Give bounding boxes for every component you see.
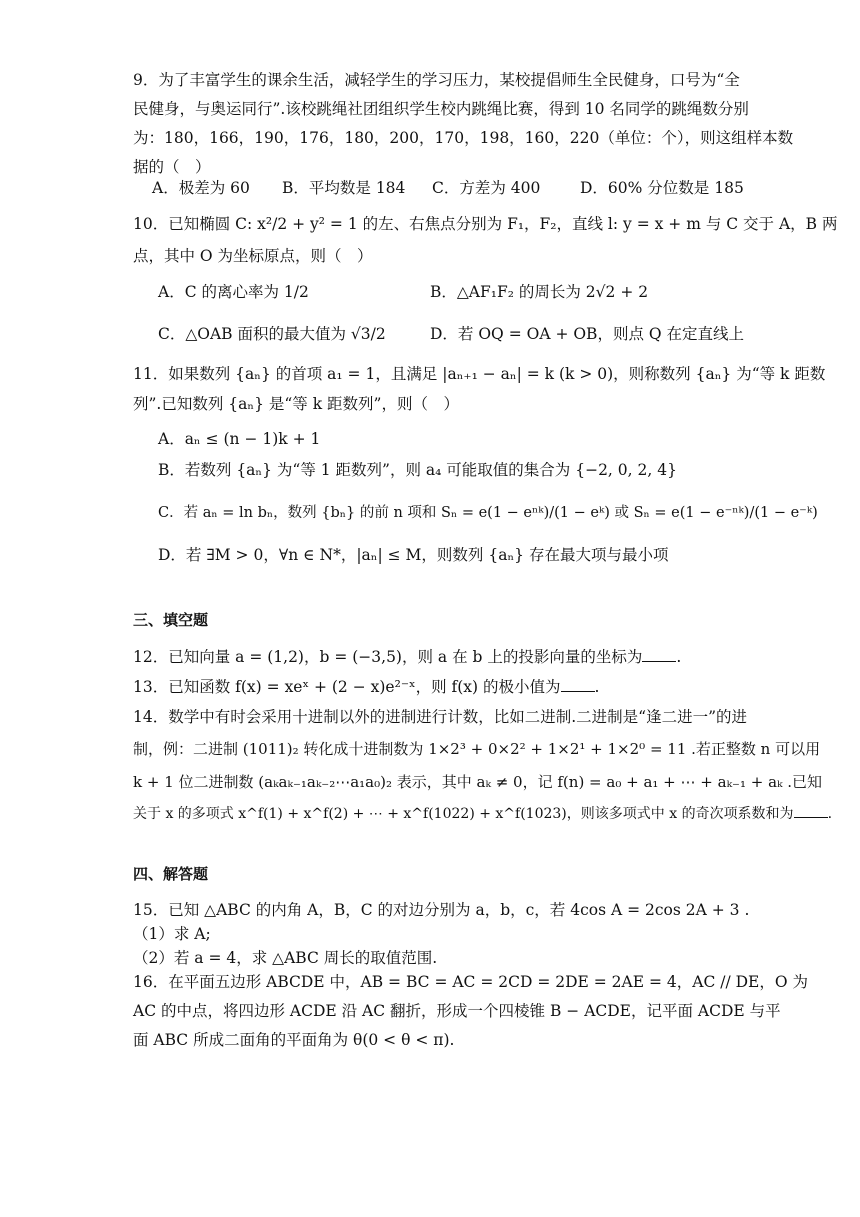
q10-option-a: A．C 的离心率为 1/2 xyxy=(158,283,309,301)
answer-blank xyxy=(561,677,595,692)
q16-line-1: 16．在平面五边形 ABCDE 中，AB = BC = AC = 2CD = 2DE = 2AE = 4，AC // DE，O 为 xyxy=(133,973,808,991)
section-3-title: 三、填空题 xyxy=(133,611,209,629)
q10-line-1: 10．已知椭圆 C: x²/2 + y² = 1 的左、右焦点分别为 F₁，F₂，直线 l: y = x + m 与 C 交于 A，B 两 xyxy=(133,215,838,233)
q11-line-1: 11．如果数列 {aₙ} 的首项 a₁ = 1，且满足 |aₙ₊₁ − aₙ| = k (k > 0)，则称数列 {aₙ} 为“等 k 距数 xyxy=(133,365,826,383)
q11-option-c: C．若 aₙ = ln bₙ，数列 {bₙ} 的前 n 项和 Sₙ = e(1 − eⁿᵏ)/(1 − eᵏ) 或 Sₙ = e(1 − e⁻ⁿᵏ)/(1 − e⁻ᵏ) xyxy=(158,505,818,521)
q14-line-1: 14．数学中有时会采用十进制以外的进制进行计数，比如二进制.二进制是“逢二进一”的进 xyxy=(133,708,748,726)
q9-option-d: D．60% 分位数是 185 xyxy=(580,179,744,197)
answer-blank xyxy=(642,647,676,662)
q9-line-2: 民健身，与奥运同行”.该校跳绳社团组织学生校内跳绳比赛，得到 10 名同学的跳绳数分别 xyxy=(133,100,749,118)
q11-option-b: B．若数列 {aₙ} 为“等 1 距数列”，则 a₄ 可能取值的集合为 {−2, 0, 2, 4} xyxy=(158,461,677,479)
q9-option-a: A．极差为 60 xyxy=(152,179,250,197)
q13 xyxy=(133,677,599,697)
q11-option-d: D．若 ∃M > 0，∀n ∈ N*，|aₙ| ≤ M，则数列 {aₙ} 存在最大项与最小项 xyxy=(158,546,669,564)
q9-line-4: 据的（ ） xyxy=(133,158,211,176)
q9-line-3: 为：180，166，190，176，180，200，170，198，160，220（单位：个），则这组样本数 xyxy=(133,129,794,147)
answer-blank xyxy=(794,803,828,818)
q9-line-1: 9．为了丰富学生的课余生活，减轻学生的学习压力，某校提倡师生全民健身，口号为“全 xyxy=(133,71,740,89)
q14-text: 关于 x 的多项式 x^f(1) + x^f(2) + ⋯ + x^f(1022) + x^f(1023)，则该多项式中 x 的奇次项系数和为 xyxy=(133,806,794,822)
q10-option-b: B．△AF₁F₂ 的周长为 2√2 + 2 xyxy=(430,283,649,301)
q10-option-c: C．△OAB 面积的最大值为 √3/2 xyxy=(158,325,386,343)
q13-period: . xyxy=(594,678,600,696)
q16-line-3: 面 ABC 所成二面角的平面角为 θ(0 < θ < π). xyxy=(133,1031,455,1049)
q11-option-a: A．aₙ ≤ (n − 1)k + 1 xyxy=(158,430,321,448)
q15-part-2: （2）若 a = 4，求 △ABC 周长的取值范围. xyxy=(133,949,438,967)
q11-line-2: 列”.已知数列 {aₙ} 是“等 k 距数列”，则（ ） xyxy=(133,395,459,413)
q9-option-b: B．平均数是 184 xyxy=(282,179,406,197)
q14-line-3: k + 1 位二进制数 (aₖaₖ₋₁aₖ₋₂⋯a₁a₀)₂ 表示，其中 aₖ ≠ 0，记 f(n) = a₀ + a₁ + ⋯ + aₖ₋₁ + aₖ .已知 xyxy=(133,773,823,791)
q10-option-d: D．若 OQ = OA + OB，则点 Q 在定直线上 xyxy=(430,325,745,343)
q15-line-1: 15．已知 △ABC 的内角 A，B，C 的对边分别为 a，b，c，若 4cos A = 2cos 2A + 3 . xyxy=(133,901,750,919)
q12-text: 12．已知向量 a = (1,2)，b = (−3,5)，则 a 在 b 上的投影向量的坐标为 xyxy=(133,648,643,666)
q12 xyxy=(133,647,681,667)
q13-text: 13．已知函数 f(x) = xeˣ + (2 − x)e²⁻ˣ，则 f(x) 的极小值为 xyxy=(133,678,561,696)
q10-line-2: 点，其中 O 为坐标原点，则（ ） xyxy=(133,247,373,265)
q16-line-2: AC 的中点，将四边形 ACDE 沿 AC 翻折，形成一个四棱锥 B − ACDE，记平面 ACDE 与平 xyxy=(133,1002,781,1020)
q14-period: . xyxy=(827,806,833,822)
q15-part-1: （1）求 A; xyxy=(133,925,211,943)
q14-line-2: 制，例：二进制 (1011)₂ 转化成十进制数为 1×2³ + 0×2² + 1×2¹ + 1×2⁰ = 11 .若正整数 n 可以用 xyxy=(133,740,821,758)
q14-line-4 xyxy=(133,803,832,824)
q12-period: . xyxy=(676,648,682,666)
section-4-title: 四、解答题 xyxy=(133,865,209,883)
q9-option-c: C．方差为 400 xyxy=(432,179,541,197)
